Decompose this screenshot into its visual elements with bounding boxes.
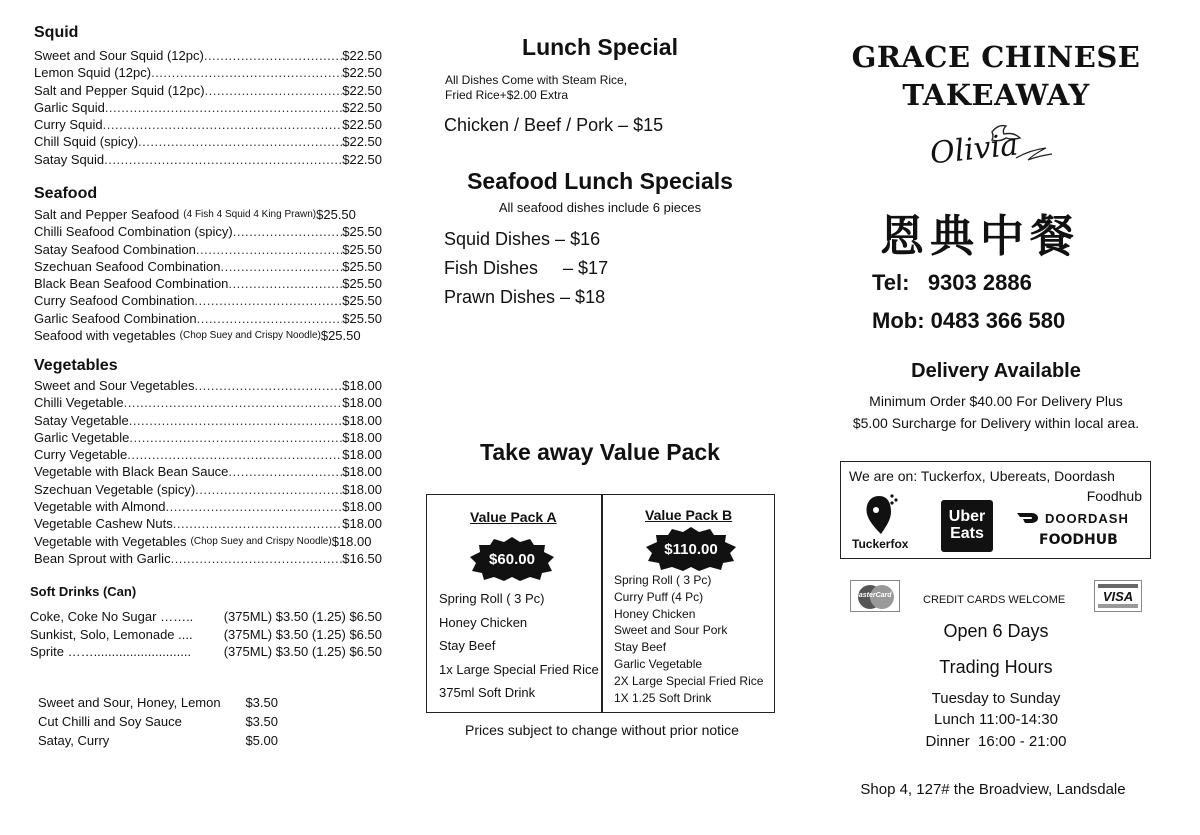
value-pack-b-item: Sweet and Sour Pork <box>614 623 728 638</box>
sauce-item <box>38 712 278 731</box>
lunch-note-2: Fried Rice+$2.00 Extra <box>445 88 569 102</box>
menu-item-price: $22.50 <box>342 48 382 63</box>
seafood-lunch-fish: Fish Dishes – $17 <box>444 258 609 278</box>
value-pack-b-item: Garlic Vegetable <box>614 656 703 671</box>
menu-item-name: Szechuan Vegetable (spicy) <box>34 481 196 497</box>
menu-item-name: Vegetable with Vegetables <box>34 533 187 549</box>
menu-item-name: Seafood with vegetables <box>34 328 176 344</box>
dot-leader <box>129 412 343 429</box>
menu-item-price: $25.50 <box>342 276 382 292</box>
menu-item <box>34 133 382 150</box>
menu-item <box>34 481 382 498</box>
sauces-list <box>38 693 278 750</box>
menu-column-center <box>400 0 820 835</box>
lunch-note-1: All Dishes Come with Steam Rice, <box>445 73 628 87</box>
menu-item-price: $22.50 <box>342 151 382 167</box>
menu-item-price: $22.50 <box>342 117 382 133</box>
price-disclaimer: Prices subject to change without prior notice <box>465 722 739 738</box>
menu-item-price: $25.50 <box>320 328 361 344</box>
delivery-line-2: $5.00 Surcharge for Delivery within local area. <box>852 415 1140 431</box>
value-pack-b-items <box>614 572 763 706</box>
value-pack-b-price: $110.00 <box>664 540 718 558</box>
sauce-name: Satay, Curry <box>38 733 110 748</box>
menu-item-note: (Chop Suey and Crispy Noodle) <box>179 330 321 342</box>
seafood-lunch-title: Seafood Lunch Specials <box>467 168 733 194</box>
value-pack-a-item: 1x Large Special Fried Rice <box>439 661 599 677</box>
menu-item <box>34 515 382 532</box>
mobile: Mob: 0483 366 580 <box>872 308 1066 333</box>
menu-column-left <box>0 0 400 835</box>
dot-leader <box>195 481 342 498</box>
value-pack-a-price: $60.00 <box>489 550 535 568</box>
value-pack-a-title: Value Pack A <box>470 509 557 525</box>
menu-item-name: Garlic Seafood Combination <box>34 310 197 326</box>
menu-item-price: $18.00 <box>342 499 382 515</box>
menu-item-name: Vegetable Cashew Nuts <box>34 516 173 532</box>
menu-item-name: Lemon Squid (12pc) <box>34 65 152 81</box>
drink-name: Coke, Coke No Sugar …….. <box>30 609 194 624</box>
menu-item-name: Bean Sprout with Garlic <box>34 550 171 566</box>
dot-leader <box>171 550 343 567</box>
menu-item <box>34 292 382 309</box>
menu-item-price: $22.50 <box>342 65 382 81</box>
sauce-price: $5.00 <box>245 733 278 748</box>
dot-leader <box>228 463 342 480</box>
drink-name: Sunkist, Solo, Lemonade .... <box>30 626 193 642</box>
menu-item <box>34 275 382 292</box>
drink-prices: (375ML) $3.50 (1.25) $6.50 <box>223 644 382 660</box>
menu-item <box>34 241 382 258</box>
value-pack-box <box>426 494 775 713</box>
vegetables-heading: Vegetables <box>34 357 118 374</box>
menu-item <box>34 82 382 99</box>
dot-leader <box>194 292 342 309</box>
menu-item-name: Satay Seafood Combination <box>34 241 196 257</box>
menu-item-price: $18.00 <box>342 447 382 463</box>
visa-text: VISA <box>1102 589 1134 604</box>
open-days: Open 6 Days <box>943 621 1049 641</box>
menu-item-note: (4 Fish 4 Squid 4 King Prawn) <box>183 209 317 220</box>
dot-leader <box>138 133 342 150</box>
dot-leader <box>173 515 342 532</box>
uber-eats-logo <box>941 500 993 552</box>
delivery-title: Delivery Available <box>911 360 1081 382</box>
menu-item-price: $25.50 <box>342 310 382 326</box>
dot-leader <box>194 377 342 394</box>
menu-item-name: Chill Squid (spicy) <box>34 134 139 150</box>
menu-item-name: Sweet and Sour Squid (12pc) <box>34 48 204 63</box>
menu-item-price: $18.00 <box>342 464 382 480</box>
seafood-list <box>34 206 382 344</box>
signature-text: Olivia <box>928 127 1020 172</box>
menu-item-price: $18.00 <box>342 481 382 497</box>
sauce-item <box>38 693 278 712</box>
sauce-item <box>38 731 278 750</box>
menu-item-name: Salt and Pepper Squid (12pc) <box>34 82 205 98</box>
menu-item-name: Szechuan Seafood Combination <box>34 258 221 274</box>
sauce-price: $3.50 <box>245 714 278 729</box>
dot-leader <box>124 394 343 411</box>
menu-item-price: $18.00 <box>342 516 382 532</box>
value-pack-a-item: Spring Roll ( 3 Pc) <box>439 591 545 606</box>
soft-drinks-list <box>30 608 382 661</box>
menu-item-price: $18.00 <box>342 395 382 411</box>
lunch-special-title: Lunch Special <box>522 34 678 60</box>
menu-item <box>34 429 382 446</box>
menu-item-name: Chilli Seafood Combination (spicy) <box>34 224 233 240</box>
value-pack-b-item: Spring Roll ( 3 Pc) <box>614 573 712 587</box>
drink-item <box>30 626 382 644</box>
drink-prices: (375ML) $3.50 (1.25) $6.50 <box>223 626 382 642</box>
squid-list <box>34 47 382 168</box>
menu-item-price: $22.50 <box>342 134 382 150</box>
sauce-price: $3.50 <box>245 695 278 710</box>
menu-item <box>34 116 382 133</box>
business-name-line1: GRACE CHINESE <box>851 40 1141 74</box>
menu-item-price: $18.00 <box>342 429 382 445</box>
menu-item-price: $18.00 <box>342 412 382 428</box>
menu-item <box>34 533 382 550</box>
trading-hours-title: Trading Hours <box>939 657 1053 677</box>
address: Shop 4, 127# the Broadview, Landsdale <box>860 781 1126 798</box>
menu-item <box>34 327 382 344</box>
credit-cards-welcome: CREDIT CARDS WELCOME <box>923 594 1066 606</box>
menu-item-name: Curry Vegetable <box>34 447 128 463</box>
lunch-offer: Chicken / Beef / Pork – $15 <box>444 115 664 135</box>
menu-item <box>34 498 382 515</box>
menu-item <box>34 258 382 275</box>
telephone: Tel: 9303 2886 <box>872 270 1032 295</box>
dot-leader <box>197 310 343 327</box>
chinese-name: 恩典中餐 <box>880 211 1080 262</box>
dot-leader <box>228 275 342 292</box>
doordash-label: DOORDASH <box>1045 511 1129 526</box>
value-pack-b-title: Value Pack B <box>645 507 733 523</box>
drink-name: Sprite ……........................... <box>30 644 192 660</box>
menu-item-name: Vegetable with Almond <box>34 499 166 515</box>
menu-item-price: $18.00 <box>331 533 372 549</box>
menu-item-price: $22.50 <box>342 82 382 98</box>
menu-item-price: $25.50 <box>342 258 382 274</box>
foodhub-label: FOODHUB <box>1039 532 1118 548</box>
menu-item <box>34 394 382 411</box>
value-pack-a-items <box>439 587 599 705</box>
dot-leader <box>129 429 342 446</box>
menu-item-name: Sweet and Sour Vegetables <box>34 378 195 393</box>
menu-item-name: Satay Vegetable <box>34 412 129 428</box>
uber-eats-line-2: Eats <box>950 525 984 542</box>
menu-item-name: Curry Squid <box>34 117 103 133</box>
value-pack-b-item: 2X Large Special Fried Rice <box>614 673 764 688</box>
menu-item-name: Vegetable with Black Bean Sauce <box>34 464 229 480</box>
menu-item-name: Garlic Squid <box>34 99 105 115</box>
menu-item <box>34 223 382 240</box>
dot-leader <box>127 446 342 463</box>
dot-leader <box>220 258 342 275</box>
menu-item <box>34 412 382 429</box>
menu-column-right <box>820 0 1200 835</box>
dot-leader <box>196 241 342 258</box>
menu-item <box>34 377 382 394</box>
menu-item <box>34 64 382 81</box>
value-pack-a-item: Honey Chicken <box>439 614 528 630</box>
menu-item <box>34 310 382 327</box>
business-name-line2: TAKEAWAY <box>902 78 1090 112</box>
value-pack-b-item: 1X 1.25 Soft Drink <box>614 690 712 705</box>
drink-item <box>30 608 382 626</box>
value-pack-b-item: Stay Beef <box>614 640 667 655</box>
menu-item-name: Black Bean Seafood Combination <box>34 276 229 292</box>
menu-item-name: Curry Seafood Combination <box>34 293 195 309</box>
value-pack-divider <box>601 495 603 712</box>
drink-prices: (375ML) $3.50 (1.25) $6.50 <box>223 609 382 624</box>
dot-leader <box>205 82 343 99</box>
menu-item <box>34 463 382 480</box>
menu-item-price: $25.50 <box>342 293 382 309</box>
dot-leader <box>204 47 342 64</box>
tuckerfox-icon <box>865 492 901 536</box>
menu-item-price: $18.00 <box>342 378 382 393</box>
menu-item-name: Salt and Pepper Seafood <box>34 207 180 222</box>
delivery-platforms-box <box>840 461 1151 559</box>
doordash-icon <box>1017 512 1041 524</box>
seafood-lunch-prawn: Prawn Dishes – $18 <box>444 287 606 307</box>
dot-leader <box>103 116 343 133</box>
menu-item-name: Garlic Vegetable <box>34 429 130 445</box>
menu-item-price: $25.50 <box>342 241 382 257</box>
dot-leader <box>233 223 343 240</box>
drink-item <box>30 643 382 661</box>
sauce-name: Cut Chilli and Soy Sauce <box>38 714 182 729</box>
dot-leader <box>104 151 342 168</box>
uber-eats-line-1: Uber <box>948 508 986 525</box>
mastercard-logo <box>850 580 900 612</box>
platforms-line-2: Foodhub <box>1086 488 1142 504</box>
seafood-lunch-squid: Squid Dishes – $16 <box>444 229 601 249</box>
delivery-line-1: Minimum Order $40.00 For Delivery Plus <box>869 393 1123 409</box>
menu-item-price: $22.50 <box>342 99 382 115</box>
menu-item-price: $16.50 <box>342 550 382 566</box>
seafood-lunch-note: All seafood dishes include 6 pieces <box>498 200 702 215</box>
vegetables-list <box>34 377 382 567</box>
value-pack-a-item: 375ml Soft Drink <box>439 685 536 700</box>
tuckerfox-label: Tuckerfox <box>852 537 909 551</box>
menu-item <box>34 99 382 116</box>
menu-item-name: Satay Squid <box>34 151 105 167</box>
value-pack-b-price-badge <box>646 527 736 571</box>
seafood-heading: Seafood <box>34 185 98 202</box>
squid-heading: Squid <box>34 24 79 41</box>
menu-item <box>34 47 382 64</box>
dot-leader <box>105 99 342 116</box>
value-pack-title: Take away Value Pack <box>480 439 720 465</box>
visa-logo <box>1094 580 1142 612</box>
olivia-signature-logo <box>930 118 1070 190</box>
sauce-name: Sweet and Sour, Honey, Lemon <box>38 695 221 710</box>
value-pack-b-item: Honey Chicken <box>614 606 696 621</box>
value-pack-a-item: Stay Beef <box>439 638 496 653</box>
platforms-line-1: We are on: Tuckerfox, Ubereats, Doordash <box>849 468 1115 484</box>
menu-item <box>34 206 382 223</box>
dot-leader <box>166 498 343 515</box>
value-pack-a-price-badge <box>470 537 554 581</box>
menu-item-note: (Chop Suey and Crispy Noodle) <box>190 535 332 547</box>
menu-item-name: Chilli Vegetable <box>34 395 124 411</box>
dinner-hours: Dinner 16:00 - 21:00 <box>925 733 1067 750</box>
lunch-hours: Lunch 11:00-14:30 <box>934 711 1058 728</box>
trading-days: Tuesday to Sunday <box>931 690 1061 707</box>
menu-item <box>34 446 382 463</box>
dot-leader <box>151 64 342 81</box>
menu-item-price: $25.50 <box>316 207 356 222</box>
menu-item <box>34 550 382 567</box>
soft-drinks-heading: Soft Drinks (Can) <box>30 584 137 599</box>
value-pack-b-item: Curry Puff (4 Pc) <box>614 589 704 604</box>
menu-item <box>34 151 382 168</box>
mastercard-text: MasterCard <box>853 592 892 599</box>
menu-item-price: $25.50 <box>342 224 382 240</box>
